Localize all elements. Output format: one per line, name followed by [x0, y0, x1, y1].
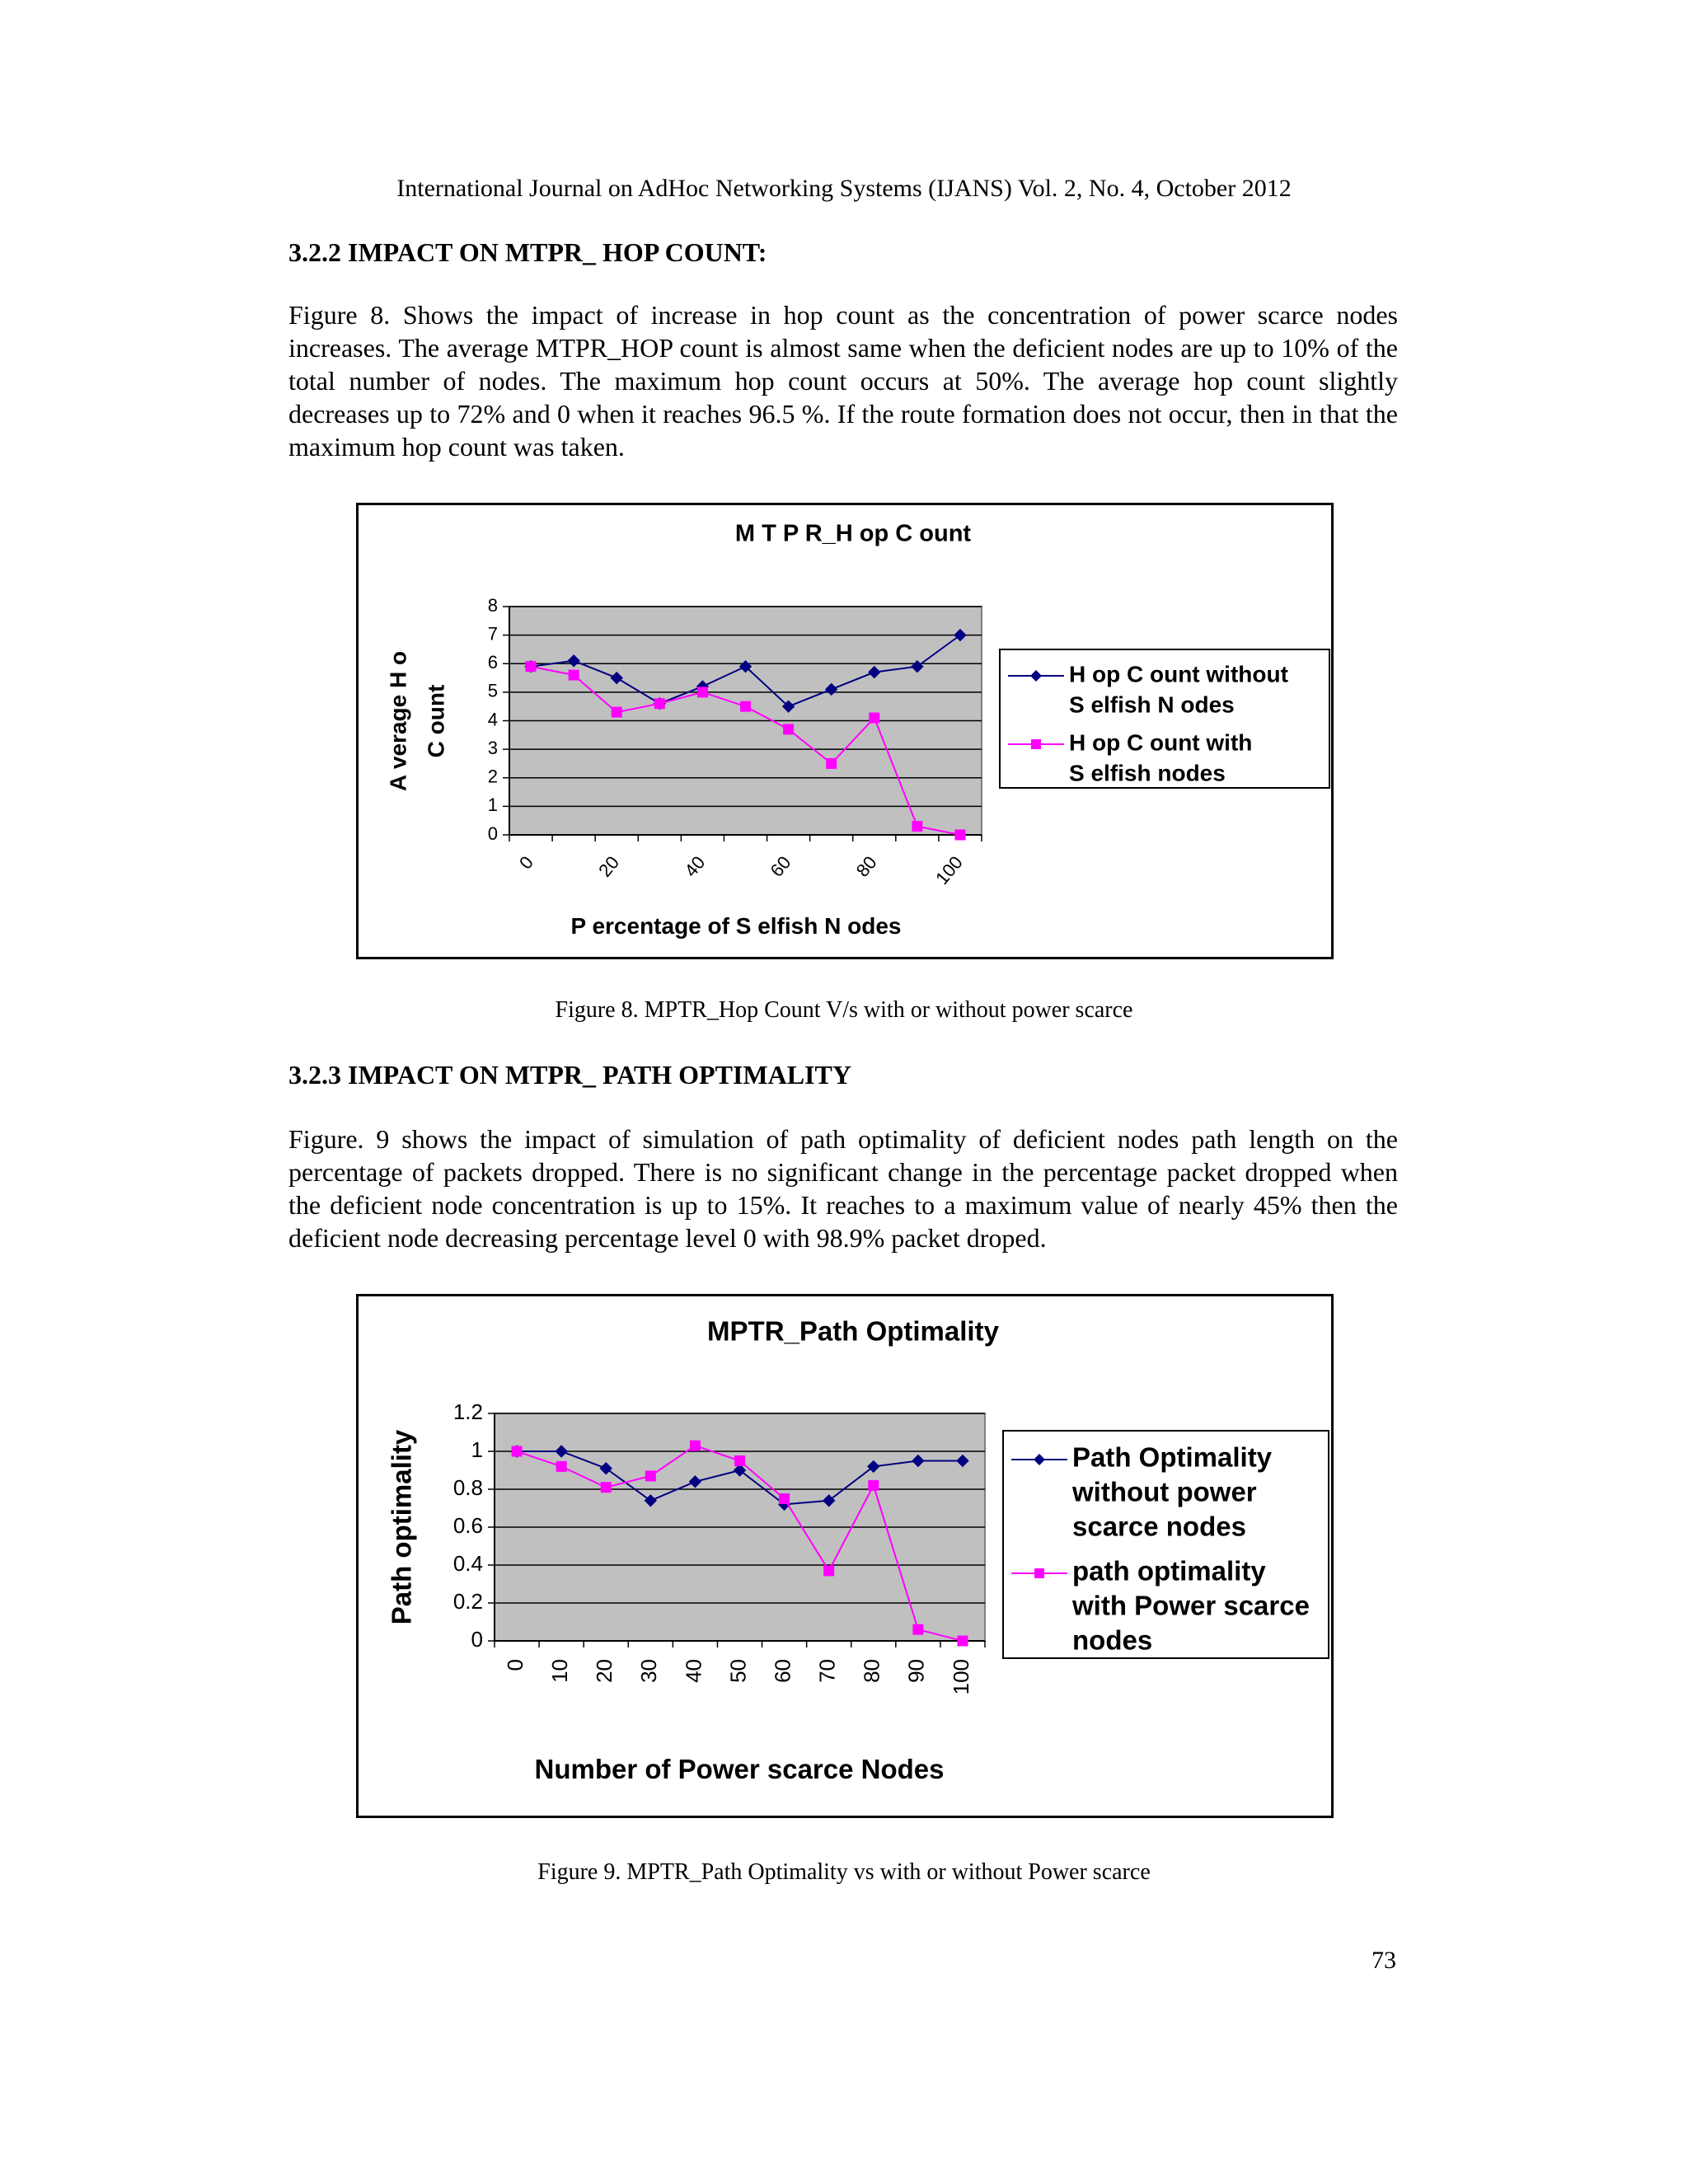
x-tick-label: 90: [903, 1659, 929, 1683]
legend-label: nodes: [1072, 1624, 1153, 1656]
x-tick-label: 80: [859, 1659, 884, 1683]
data-point: [913, 1624, 923, 1634]
x-tick-label: 30: [636, 1659, 662, 1683]
data-point: [958, 1636, 968, 1646]
y-tick-label: 7: [487, 623, 498, 644]
x-axis-label: P ercentage of S elfish N odes: [570, 913, 902, 939]
data-point: [741, 701, 751, 711]
chart-title: M T P R_H op C ount: [734, 520, 972, 547]
data-point: [512, 1446, 522, 1456]
y-axis-label: Path optimality: [386, 1429, 417, 1625]
data-point: [870, 713, 879, 723]
section-heading-hop-count: 3.2.2 IMPACT ON MTPR_ HOP COUNT:: [288, 237, 767, 267]
y-axis-label: A verage H o: [385, 650, 411, 792]
data-point: [654, 699, 664, 709]
x-tick-label: 100: [931, 851, 967, 889]
x-tick-label: 10: [547, 1659, 573, 1683]
y-tick-label: 5: [487, 680, 498, 701]
x-tick-label: 40: [681, 1659, 706, 1683]
x-tick-label: 60: [766, 851, 795, 881]
y-tick-label: 0.8: [452, 1474, 483, 1500]
legend-swatch-marker: [1031, 739, 1041, 749]
y-axis-label: C ount: [423, 684, 449, 758]
y-tick-label: 1.2: [452, 1399, 483, 1424]
x-tick-label: 40: [680, 851, 710, 881]
data-point: [601, 1483, 611, 1493]
y-tick-label: 1: [487, 794, 498, 816]
paragraph-hop-count: Figure 8. Shows the impact of increase in hop count as the concentration of power scarce nodes increases. The average MTPR_HOP count is almost same when the deficient nodes are up to 10% of the total number of nodes. The maximum hop count occurs at 50%. The average hop count slightly decreases up to 72% and 0 when it reaches 96.5 %. If the route formation does not occur, then in that the maximum hop count was taken.: [288, 300, 1398, 462]
x-tick-label: 100: [948, 1659, 973, 1695]
data-point: [869, 1480, 879, 1490]
y-tick-label: 1: [471, 1436, 483, 1462]
legend-label: H op C ount with: [1069, 729, 1253, 756]
y-tick-label: 3: [487, 737, 498, 758]
y-tick-label: 6: [487, 652, 498, 673]
legend-label: with Power scarce: [1072, 1590, 1310, 1621]
data-point: [780, 1494, 790, 1504]
journal-header: International Journal on AdHoc Networking Systems (IJANS) Vol. 2, No. 4, October 2012: [396, 175, 1292, 202]
x-tick-label: 20: [594, 851, 624, 881]
page-number: 73: [1372, 1947, 1396, 1974]
y-tick-label: 0: [487, 823, 498, 844]
x-tick-label: 60: [770, 1659, 795, 1683]
data-point: [690, 1441, 700, 1451]
x-tick-label: 20: [592, 1659, 617, 1683]
chart-title: MPTR_Path Optimality: [707, 1315, 999, 1347]
legend-label: without power: [1072, 1476, 1257, 1507]
legend-label: Path Optimality: [1072, 1441, 1273, 1473]
data-point: [955, 830, 965, 840]
data-point: [827, 758, 837, 768]
paragraph-path-optimality: Figure. 9 shows the impact of simulation of path optimality of deficient nodes path length on the percentage of packets dropped. There is no significant change in the percentage packet dropped when the deficient node concentration is up to 15%. It reaches to a maximum value of nearly 45% then the deficient node decreasing percentage level 0 with 98.9% packet droped.: [288, 1124, 1398, 1253]
data-point: [645, 1471, 655, 1481]
data-point: [697, 687, 707, 697]
y-tick-label: 2: [487, 766, 498, 787]
x-tick-label: 50: [725, 1659, 751, 1683]
legend-label: H op C ount without: [1069, 661, 1288, 687]
x-tick-label: 0: [502, 1659, 528, 1671]
figure-8-caption: Figure 8. MPTR_Hop Count V/s with or without power scarce: [555, 997, 1133, 1023]
y-tick-label: 0.2: [452, 1588, 483, 1614]
y-tick-label: 8: [487, 594, 498, 616]
x-tick-label: 0: [514, 851, 537, 874]
data-point: [824, 1566, 834, 1576]
figure-8-chart: [356, 503, 1334, 959]
y-tick-label: 4: [487, 709, 498, 730]
legend-label: S elfish N odes: [1069, 691, 1235, 718]
legend-label: scarce nodes: [1072, 1511, 1246, 1542]
figure-9-caption: Figure 9. MPTR_Path Optimality vs with or without Power scarce: [537, 1859, 1151, 1885]
data-point: [612, 707, 621, 717]
y-tick-label: 0: [471, 1626, 483, 1652]
y-tick-label: 0.6: [452, 1512, 483, 1538]
legend-label: S elfish nodes: [1069, 760, 1226, 786]
data-point: [784, 724, 794, 734]
data-point: [526, 662, 536, 672]
hop-count-chart-svg: [359, 505, 1331, 957]
legend-swatch-marker: [1034, 1568, 1044, 1578]
path-optimality-chart-svg: [359, 1296, 1331, 1816]
x-tick-label: 80: [851, 851, 881, 881]
data-point: [912, 822, 922, 832]
legend-label: path optimality: [1072, 1555, 1266, 1586]
figure-9-chart: [356, 1294, 1334, 1818]
y-tick-label: 0.4: [452, 1550, 483, 1576]
data-point: [735, 1456, 745, 1466]
x-tick-label: 70: [814, 1659, 840, 1683]
x-axis-label: Number of Power scarce Nodes: [534, 1754, 945, 1784]
data-point: [569, 670, 579, 680]
section-heading-path-optimality: 3.2.3 IMPACT ON MTPR_ PATH OPTIMALITY: [288, 1060, 851, 1090]
data-point: [556, 1461, 566, 1471]
